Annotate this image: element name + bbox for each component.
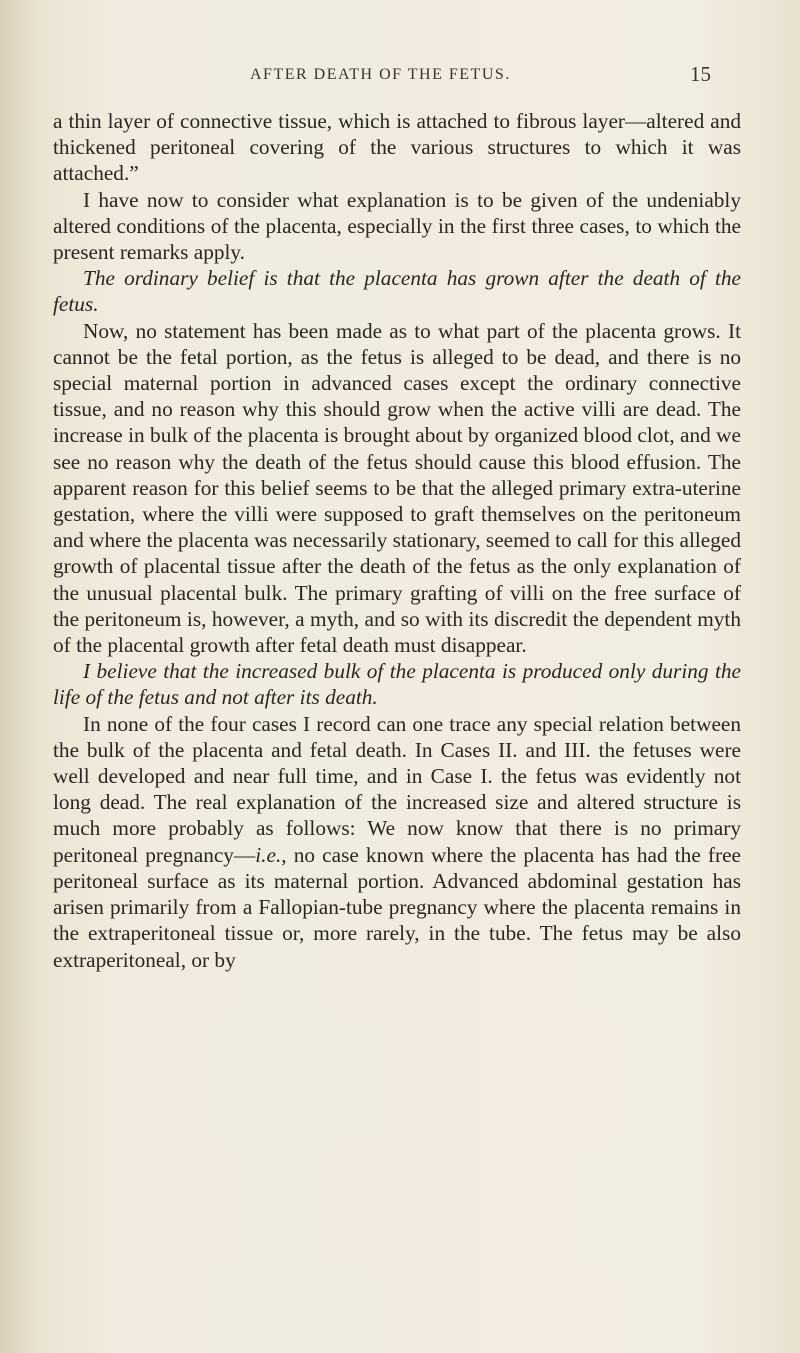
paragraph-cases: [53, 711, 741, 973]
paragraph-ordinary-belief: [53, 265, 741, 317]
page-header: [0, 62, 800, 96]
cases-text-before: In none of the four cases I record can one trace any special relation between the bulk of the placenta and fetal death. In Cases II. and III. the fetuses were well developed and near full time, and in Case I. the fetus was evidently not long dead. The real explanation of the increased size and altered structure is much more probably as follows: We now know that there is no primary peritoneal pregnancy—: [53, 711, 741, 867]
italic-ordinary-belief: The ordinary belief is that the placenta has grown after the death of the fetus.: [53, 266, 741, 317]
italic-author-belief: I believe that the increased bulk of the placenta is produced only during the life of the fetus and not after its death.: [53, 659, 741, 710]
paragraph-placenta-growth: Now, no statement has been made as to what part of the placenta grows. It cannot be the fetal portion, as the fetus is alleged to be dead, and there is no special maternal portion in advanced cases except the ordinary connective tissue, and no reason why this should grow when the active villi are dead. The increase in bulk of the placenta is brought about by organized blood clot, and we see no reason why the death of the fetus should cause this blood effusion. The apparent reason for this belief seems to be that the alleged primary extra-uterine gestation, where the villi were supposed to graft themselves on the peritoneum and where the placenta was necessarily stationary, seemed to call for this alleged growth of placental tissue after the death of the fetus as the only explanation of the unusual placental bulk. The primary grafting of villi on the free surface of the peritoneum is, however, a myth, and so with its discredit the dependent myth of the placental growth after fetal death must disappear.: [53, 318, 741, 658]
paragraph-quote-end: a thin layer of connective tissue, which is attached to fibrous layer—altered and thickened peritoneal covering of the various structures to which it was attached.”: [53, 109, 741, 186]
paragraph-explanation: I have now to consider what explanation is to be given of the undeniably altered conditions of the placenta, especially in the first three cases, to which the present remarks apply.: [53, 187, 741, 265]
paragraph-author-belief: [53, 658, 741, 710]
running-head: AFTER DEATH OF THE FETUS.: [250, 66, 511, 83]
italic-ie: i.e.: [255, 842, 282, 867]
page-number: 15: [690, 62, 711, 86]
body-text: [53, 108, 741, 973]
cases-text-after: , no case known where the placenta has had the free peritoneal surface as its maternal portion. Advanced abdominal gestation has arisen primarily from a Fallopian-tube pregnancy where the placenta remains in the extraperitoneal tissue or, more rarely, in the tube. The fetus may be also extraperitoneal, or by: [53, 842, 741, 972]
